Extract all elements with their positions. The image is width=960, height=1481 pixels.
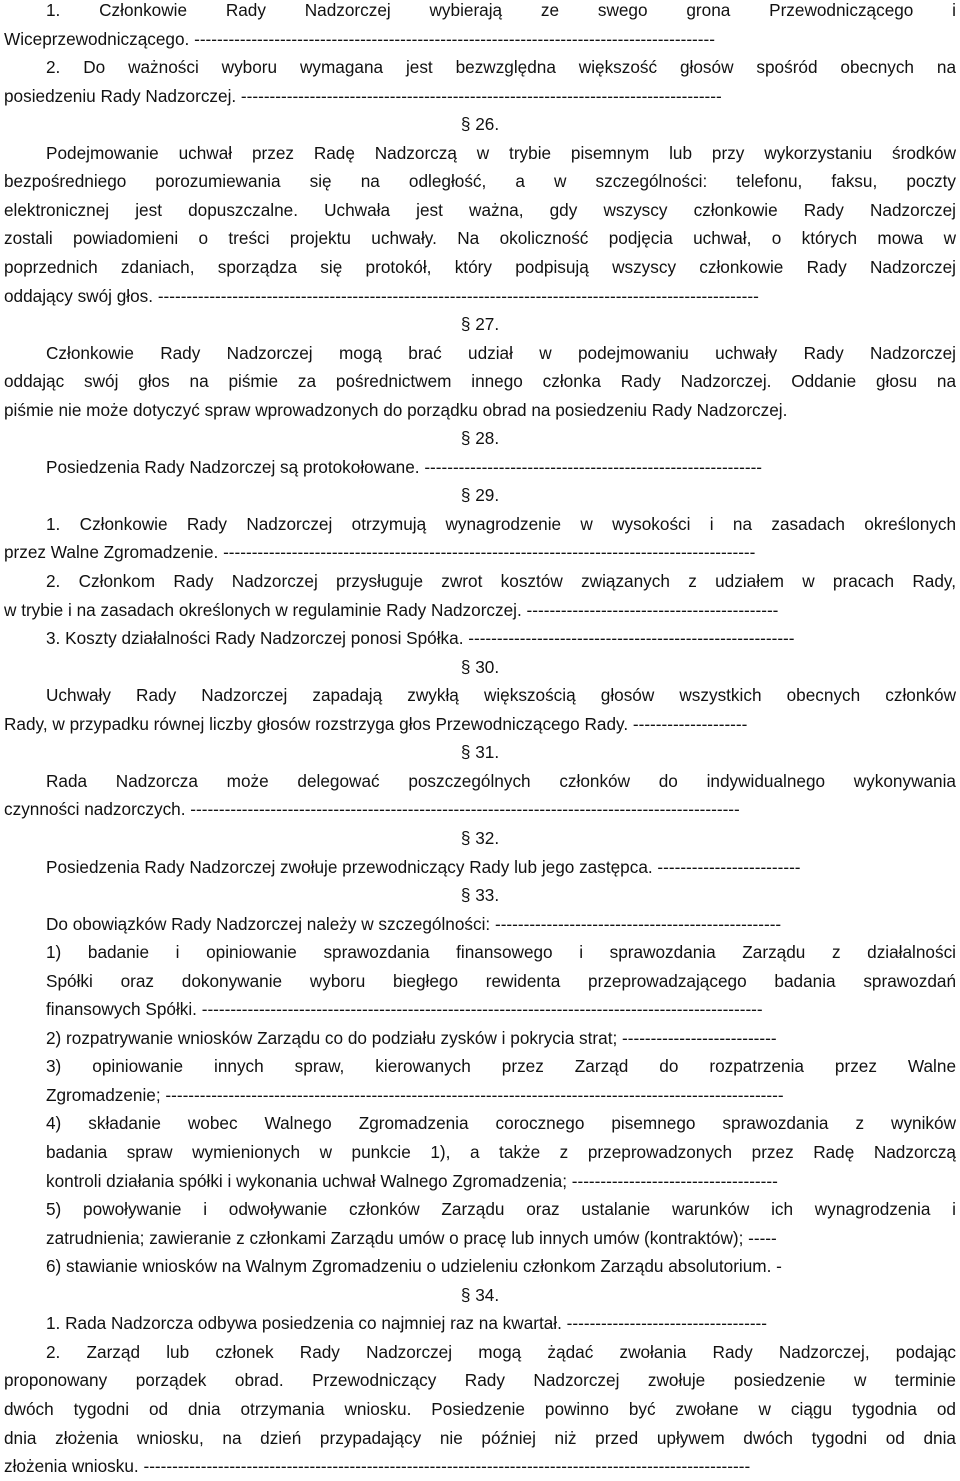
- text-line: przez Walne Zgromadzenie. ---------------------------------------------------------------------------------------------: [4, 542, 756, 563]
- text-line: złożenia wniosku. ----------------------------------------------------------------------------------------------------------: [4, 1456, 751, 1477]
- text-line: proponowany porządek obrad. Przewodniczący Rady Nadzorczej zwołuje posiedzenie w terminie: [4, 1370, 956, 1391]
- text-line: Posiedzenia Rady Nadzorczej są protokołowane. -----------------------------------------------------------: [46, 456, 763, 477]
- text-line: Spółki oraz dokonywanie wyboru biegłego rewidenta przeprowadzającego badania sprawozdań: [46, 970, 956, 991]
- text-line: 1) badanie i opiniowanie sprawozdania finansowego i sprawozdania Zarządu z działalności: [46, 942, 956, 963]
- section-heading: § 33.: [460, 885, 500, 906]
- text-line: Uchwały Rady Nadzorczej zapadają zwykłą większością głosów wszystkich obecnych członków: [46, 685, 956, 706]
- text-line: Rady, w przypadku równej liczby głosów rozstrzyga głos Przewodniczącego Rady. --------------------: [4, 713, 748, 734]
- text-line: zostali powiadomieni o treści projektu uchwały. Na okoliczność podjęcia uchwał, o których mowa w: [4, 228, 956, 249]
- section-heading: § 27.: [460, 314, 500, 335]
- text-line: 2. Zarząd lub członek Rady Nadzorczej mogą żądać zwołania Rady Nadzorczej, podając: [46, 1341, 956, 1362]
- text-line: piśmie nie może dotyczyć spraw wprowadzonych do porządku obrad na posiedzeniu Rady Nadzorczej.: [4, 399, 788, 420]
- text-line: kontroli działania spółki i wykonania uchwał Walnego Zgromadzenia; ------------------------------------: [46, 1170, 778, 1191]
- text-line: 6) stawianie wniosków na Walnym Zgromadzeniu o udzieleniu członkom Zarządu absolutorium. -: [46, 1256, 782, 1277]
- text-line: bezpośredniego porozumiewania się na odległość, a w szczególności: telefonu, faksu, poczty: [4, 171, 956, 192]
- text-line: Wiceprzewodniczącego. -------------------------------------------------------------------------------------------: [4, 28, 715, 49]
- text-line: oddając swój głos na piśmie za pośrednictwem innego członka Rady Nadzorczej. Oddanie głosu na: [4, 371, 956, 392]
- text-line: Zgromadzenie; ------------------------------------------------------------------------------------------------------------: [46, 1084, 784, 1105]
- text-line: Podejmowanie uchwał przez Radę Nadzorczą w trybie pisemnym lub przy wykorzystaniu środków: [46, 142, 956, 163]
- section-heading: § 26.: [460, 114, 500, 135]
- text-line: 1. Rada Nadzorcza odbywa posiedzenia co najmniej raz na kwartał. -----------------------------------: [46, 1313, 768, 1334]
- section-heading: § 30.: [460, 656, 500, 677]
- section-heading: § 32.: [460, 827, 500, 848]
- text-line: finansowych Spółki. --------------------------------------------------------------------------------------------------: [46, 999, 763, 1020]
- text-line: 4) składanie wobec Walnego Zgromadzenia corocznego pisemnego sprawozdania z wyników: [46, 1113, 956, 1134]
- text-line: badania spraw wymienionych w punkcie 1), a także z przeprowadzonych przez Radę Nadzorczą: [46, 1142, 956, 1162]
- text-line: 5) powoływanie i odwoływanie członków Zarządu oraz ustalanie warunków ich wynagrodzenia i: [46, 1199, 956, 1220]
- text-line: elektronicznej jest dopuszczalne. Uchwała jest ważna, gdy wszyscy członkowie Rady Nadzorczej: [4, 199, 956, 220]
- text-line: zatrudnienia; zawieranie z członkami Zarządu umów o pracę lub innych umów (kontraktów); -----: [46, 1227, 777, 1248]
- text-line: czynności nadzorczych. ------------------------------------------------------------------------------------------------: [4, 799, 740, 820]
- text-line: w trybie i na zasadach określonych w regulaminie Rady Nadzorczej. --------------------------------------------: [4, 599, 779, 620]
- text-line: Członkowie Rady Nadzorczej mogą brać udział w podejmowaniu uchwały Rady Nadzorczej: [46, 342, 956, 363]
- text-line: posiedzeniu Rady Nadzorczej. ------------------------------------------------------------------------------------: [4, 85, 722, 106]
- section-heading: § 29.: [460, 485, 500, 506]
- text-line: Rada Nadzorcza może delegować poszczególnych członków do indywidualnego wykonywania: [46, 770, 956, 791]
- text-line: 2) rozpatrywanie wniosków Zarządu co do podziału zysków i pokrycia strat; ---------------------------: [46, 1027, 777, 1048]
- text-line: 1. Członkowie Rady Nadzorczej wybierają ze swego grona Przewodniczącego i: [46, 0, 956, 20]
- text-line: Do obowiązków Rady Nadzorczej należy w szczególności: --------------------------------------------------: [46, 913, 782, 934]
- section-heading: § 28.: [460, 428, 500, 449]
- text-line: Posiedzenia Rady Nadzorczej zwołuje przewodniczący Rady lub jego zastępca. -------------------------: [46, 856, 801, 877]
- section-heading: § 31.: [460, 742, 500, 763]
- text-line: oddający swój głos. ---------------------------------------------------------------------------------------------------------: [4, 285, 759, 306]
- text-line: dwóch tygodni od dnia otrzymania wniosku. Posiedzenie powinno być zwołane w ciągu tygodnia od: [4, 1398, 956, 1419]
- text-line: dnia złożenia wniosku, na dzień przypadający nie później niż przed upływem dwóch tygodni od dnia: [4, 1427, 956, 1448]
- text-line: 3) opiniowanie innych spraw, kierowanych przez Zarząd do rozpatrzenia przez Walne: [46, 1056, 956, 1077]
- text-line: 2. Do ważności wyboru wymagana jest bezwzględna większość głosów spośród obecnych na: [46, 57, 956, 78]
- text-line: 3. Koszty działalności Rady Nadzorczej ponosi Spółka. ---------------------------------------------------------: [46, 628, 795, 649]
- text-line: 2. Członkom Rady Nadzorczej przysługuje zwrot kosztów związanych z udziałem w pracach Rady,: [46, 571, 956, 591]
- text-line: 1. Członkowie Rady Nadzorczej otrzymują wynagrodzenie w wysokości i na zasadach określonych: [46, 513, 956, 534]
- section-heading: § 34.: [460, 1284, 500, 1305]
- text-line: poprzednich zdaniach, sporządza się protokół, który podpisują wszyscy członkowie Rady Nadzorczej: [4, 256, 956, 277]
